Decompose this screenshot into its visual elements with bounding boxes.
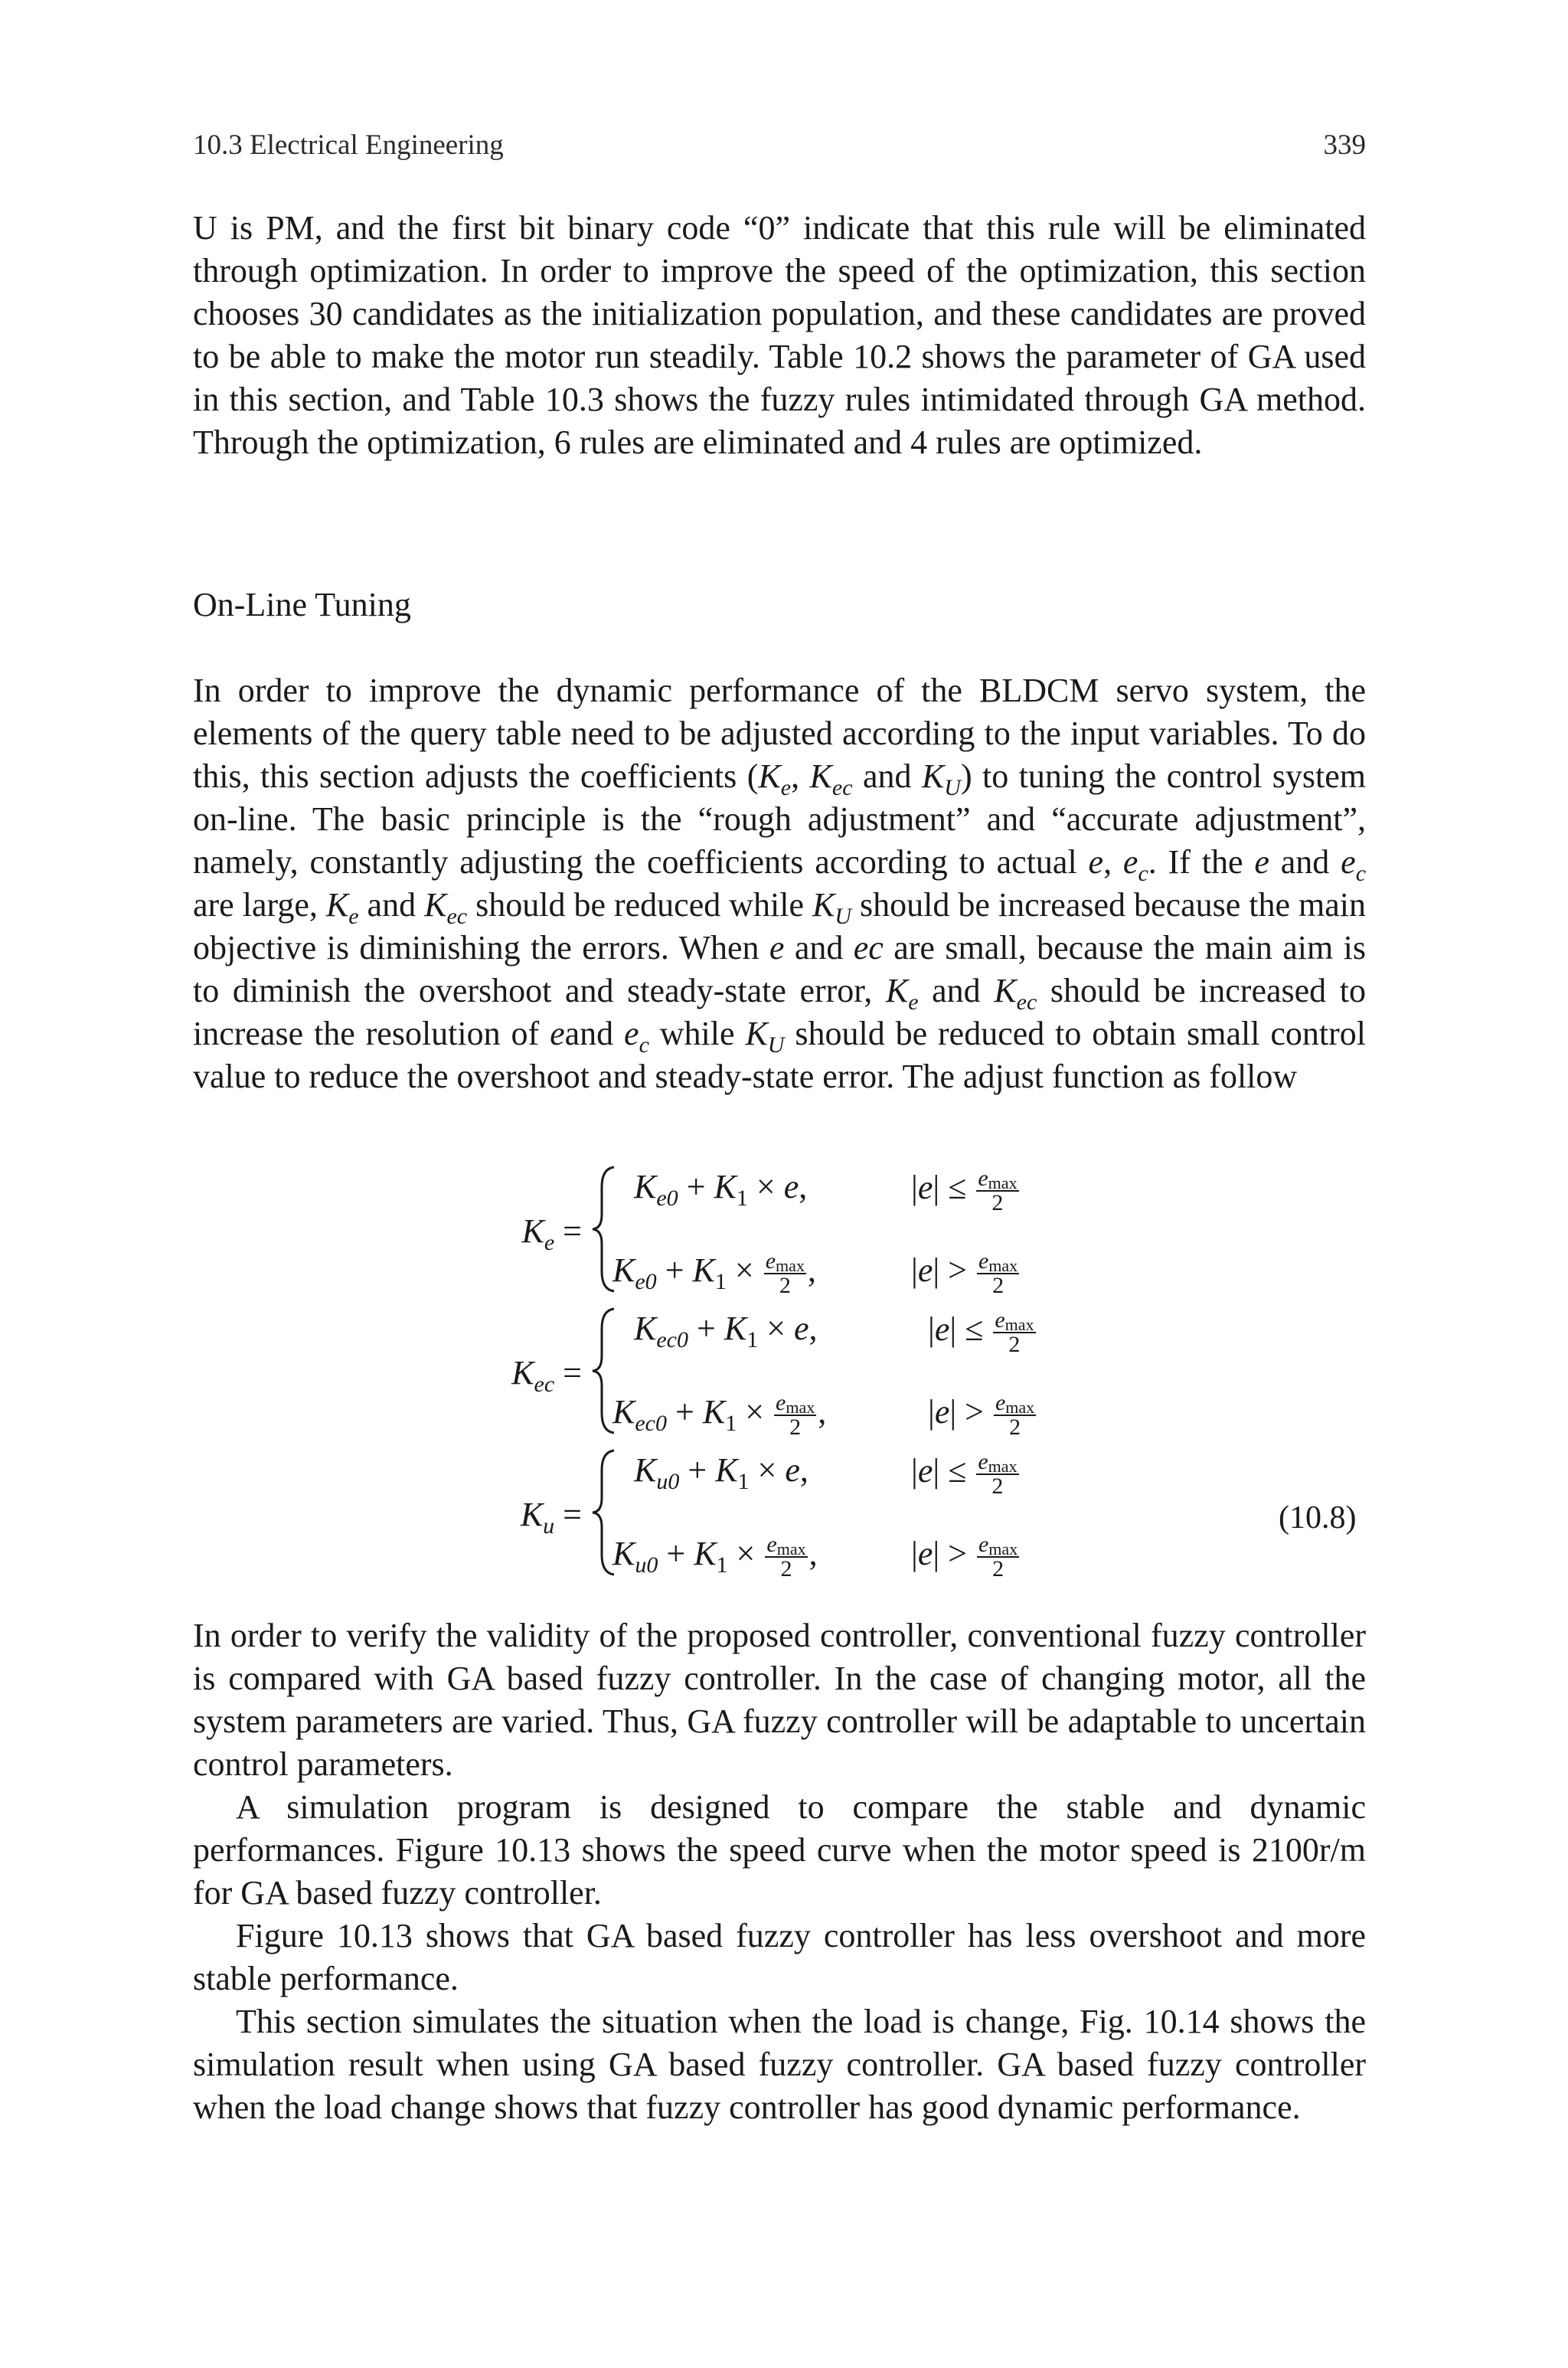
paragraph-load-change: This section simulates the situation when the load is change, Fig. 10.14 shows the simulation result when using GA based fuzzy controller. GA based fuzzy controller when the load change shows that fuzzy controller has good dynamic performance. (193, 2003, 1366, 2126)
case-large-error: $K_{e0} + K_1$ × $\frac{e_{max}}{2}$ , (612, 1248, 816, 1298)
subheading-online-tuning: On-Line Tuning (193, 586, 411, 623)
paragraph-simulation-program: A simulation program is designed to compare the stable and dynamic performances. Figure 10.13 shows the speed curve when the motor speed is 2100r/m for GA based fuzzy controller. (193, 1788, 1366, 1912)
condition-small: |e| ≤ $\frac{e_{max}}{2}$ (928, 1307, 1034, 1357)
condition-small: |e| ≤ $\frac{e_{max}}{2}$ (911, 1166, 1018, 1215)
condition-large: |e| > $\frac{e_{max}}{2}$ (911, 1532, 1018, 1581)
equation-number: (10.8) (1279, 1500, 1357, 1536)
running-head (193, 129, 1366, 162)
equation-ke (459, 1164, 1378, 1302)
paragraph-figure-10-13: Figure 10.13 shows that GA based fuzzy controller has less overshoot and more stable performance. (193, 1917, 1366, 1997)
equation-kec (459, 1306, 1378, 1444)
condition-large: |e| > $\frac{e_{max}}{2}$ (911, 1248, 1018, 1298)
equation-lhs: $K_{ec}$ = (511, 1354, 582, 1397)
equation-lhs: $K_e$ = (521, 1212, 582, 1255)
case-large-error: $K_{u0} + K_1$ × $\frac{e_{max}}{2}$ , (612, 1532, 818, 1581)
case-large-error: $K_{ec0} + K_1$ × $\frac{e_{max}}{2}$ , (612, 1390, 827, 1440)
paragraph-ga-optimization: U is PM, and the first bit binary code “0” indicate that this rule will be eliminated through optimization. In order to improve the speed of the optimization, this section chooses 30 candidates as the initialization population, and these candidates are proved to be able to make the motor run steadily. Table 10.2 shows the parameter of GA used in this section, and Table 10.3 shows the fuzzy rules intimidated through GA method. Through the optimization, 6 rules are eliminated and 4 rules are optimized. (193, 209, 1366, 461)
page-number: 339 (1323, 129, 1366, 161)
condition-small: |e| ≤ $\frac{e_{max}}{2}$ (911, 1449, 1018, 1499)
case-small-error: $K_{u0} + K_1 \times e$, (634, 1451, 808, 1494)
equation-lhs: $K_u$ = (520, 1496, 582, 1539)
paragraph-validity: In order to verify the validity of the proposed controller, conventional fuzzy controller is compared with GA based fuzzy controller. In the case of changing motor, all the system parameters are varied. Thus, GA fuzzy controller will be adaptable to uncertain control parameters. (193, 1617, 1366, 1783)
condition-large: |e| > $\frac{e_{max}}{2}$ (928, 1390, 1035, 1440)
section-title: 10.3 Electrical Engineering (193, 129, 504, 161)
case-small-error: $K_{e0} + K_1 \times e$, (634, 1168, 808, 1211)
paragraph-online-tuning: In order to improve the dynamic performance of the BLDCM servo system, the elements of the query table need to be adjusted according to the input variables. To do this, this section adjusts the coefficients ($K_e$, $K_{ec}$ and $K_U$) to tuning the control system on-line. The basic principle is the “rough adjustment” and “accurate adjustment”, namely, constantly adjusting the coefficients according to actual e, $e_c$. If the e and $e_c$ are large, $K_e$ and $K_{ec}$ should be reduced while $K_U$ should be increased because the main objective is diminishing the errors. When e and ec are small, because the main aim is to diminish the overshoot and steady-state error, $K_e$ and $K_{ec}$ should be increased to increase the resolution of eand $e_c$ while $K_U$ should be reduced to obtain small control value to reduce the overshoot and steady-state error. The adjust function as follow (193, 672, 1367, 1095)
equation-ku (459, 1447, 1378, 1585)
case-small-error: $K_{ec0} + K_1 \times e$, (634, 1310, 818, 1352)
